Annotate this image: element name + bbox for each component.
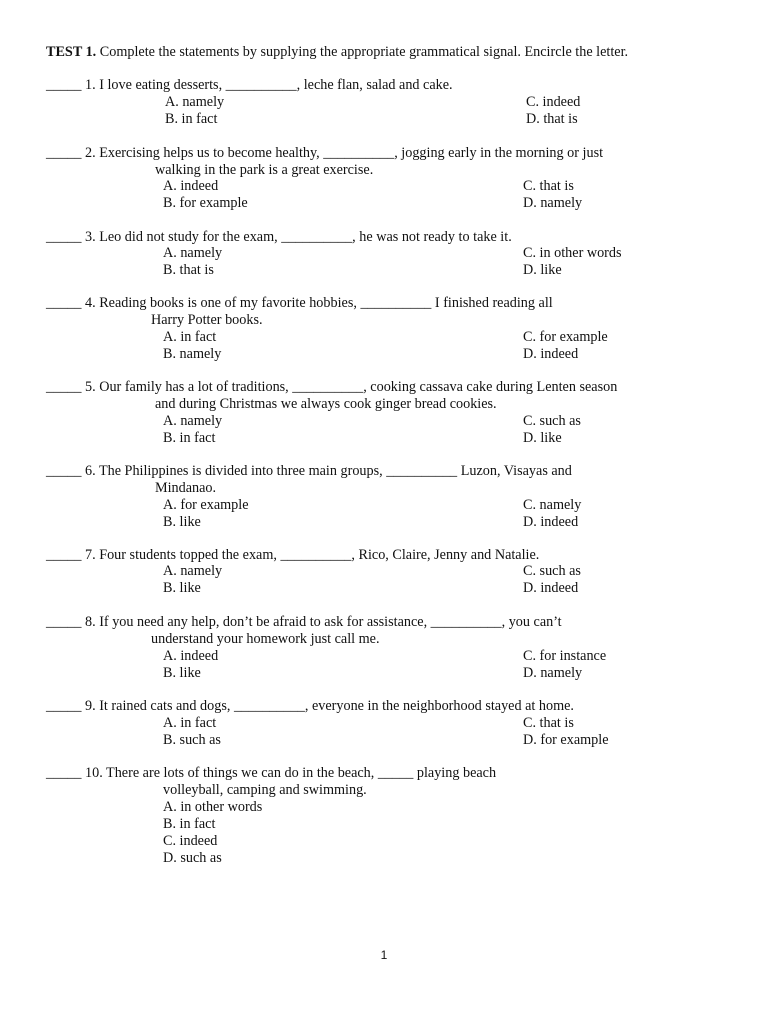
answer-choice[interactable]: A. namely	[165, 94, 225, 110]
answer-choice[interactable]: A. namely	[163, 563, 223, 579]
answer-choice[interactable]: A. in fact	[163, 329, 217, 345]
answer-choice[interactable]: B. that is	[163, 262, 214, 278]
answer-choice[interactable]: C. for example	[523, 329, 608, 345]
question-stem: _____ 3. Leo did not study for the exam, __________, he was not ready to take it.	[46, 229, 512, 245]
answer-choice[interactable]: B. like	[163, 580, 201, 596]
question-stem: _____ 4. Reading books is one of my favorite hobbies, __________ I finished reading all	[46, 295, 553, 311]
answer-choice[interactable]: C. such as	[523, 563, 581, 579]
answer-choice[interactable]: A. for example	[163, 497, 249, 513]
question-stem-continued: understand your homework just call me.	[151, 631, 380, 647]
question-stem: _____ 10. There are lots of things we can do in the beach, _____ playing beach	[46, 765, 497, 781]
test-heading	[46, 44, 628, 61]
question-stem: _____ 5. Our family has a lot of traditions, __________, cooking cassava cake during Lenten season	[46, 379, 618, 395]
answer-choice[interactable]: A. indeed	[163, 178, 219, 194]
answer-choice[interactable]: C. in other words	[523, 245, 622, 261]
answer-choice[interactable]: A. namely	[163, 413, 223, 429]
question-stem: _____ 2. Exercising helps us to become healthy, __________, jogging early in the morning or just	[46, 145, 604, 161]
answer-choice[interactable]: D. such as	[163, 850, 222, 866]
answer-choice[interactable]: C. that is	[523, 715, 574, 731]
question-stem: _____ 1. I love eating desserts, __________, leche flan, salad and cake.	[46, 77, 453, 93]
answer-choice[interactable]: D. for example	[523, 732, 609, 748]
question-stem: _____ 7. Four students topped the exam, __________, Rico, Claire, Jenny and Natalie.	[46, 547, 540, 563]
answer-choice[interactable]: D. like	[523, 262, 562, 278]
answer-choice[interactable]: D. that is	[526, 111, 578, 127]
test-instruction: Complete the statements by supplying the appropriate grammatical signal. Encircle the letter.	[99, 44, 629, 60]
answer-choice[interactable]: B. in fact	[165, 111, 218, 127]
answer-choice[interactable]: D. namely	[523, 665, 583, 681]
answer-choice[interactable]: A. in other words	[163, 799, 263, 815]
question-stem: _____ 9. It rained cats and dogs, __________, everyone in the neighborhood stayed at home.	[46, 698, 574, 714]
answer-choice[interactable]: A. in fact	[163, 715, 217, 731]
answer-choice[interactable]: C. that is	[523, 178, 574, 194]
answer-choice[interactable]: C. for instance	[523, 648, 607, 664]
answer-choice[interactable]: B. for example	[163, 195, 248, 211]
answer-choice[interactable]: A. namely	[163, 245, 223, 261]
question-stem-continued: volleyball, camping and swimming.	[163, 782, 367, 798]
question-stem-continued: Harry Potter books.	[151, 312, 263, 328]
answer-choice[interactable]: D. indeed	[523, 514, 579, 530]
question-stem: _____ 8. If you need any help, don’t be afraid to ask for assistance, __________, you can’t	[46, 614, 562, 630]
question-stem-continued: and during Christmas we always cook ginger bread cookies.	[155, 396, 497, 412]
answer-choice[interactable]: D. indeed	[523, 346, 579, 362]
answer-choice[interactable]: B. namely	[163, 346, 222, 362]
answer-choice[interactable]: B. in fact	[163, 816, 216, 832]
answer-choice[interactable]: C. indeed	[163, 833, 218, 849]
answer-choice[interactable]: D. namely	[523, 195, 583, 211]
answer-choice[interactable]: C. such as	[523, 413, 581, 429]
answer-choice[interactable]: B. in fact	[163, 430, 216, 446]
question-stem-continued: Mindanao.	[155, 480, 217, 496]
answer-choice[interactable]: B. such as	[163, 732, 221, 748]
answer-choice[interactable]: C. namely	[523, 497, 582, 513]
answer-choice[interactable]: D. like	[523, 430, 562, 446]
answer-choice[interactable]: D. indeed	[523, 580, 579, 596]
answer-choice[interactable]: A. indeed	[163, 648, 219, 664]
test-label: TEST 1.	[46, 44, 97, 60]
answer-choice[interactable]: C. indeed	[526, 94, 581, 110]
answer-choice[interactable]: B. like	[163, 514, 201, 530]
question-stem: _____ 6. The Philippines is divided into three main groups, __________ Luzon, Visayas and	[46, 463, 572, 479]
question-stem-continued: walking in the park is a great exercise.	[155, 162, 374, 178]
page-number: 1	[380, 948, 388, 962]
answer-choice[interactable]: B. like	[163, 665, 201, 681]
